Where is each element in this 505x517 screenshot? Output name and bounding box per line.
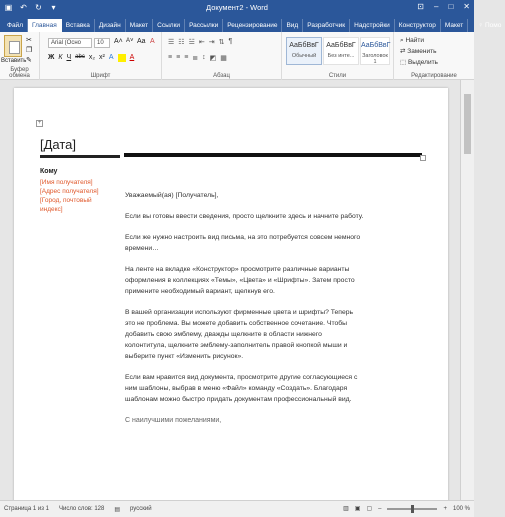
title-bar — [0, 0, 474, 16]
editing-commands — [400, 35, 438, 68]
editing-group-label: Редактирование — [411, 73, 457, 79]
lightbulb-icon: ♀ — [478, 22, 485, 29]
editing-group — [394, 32, 474, 80]
borders-icon[interactable]: ▦ — [220, 55, 227, 62]
shading-icon[interactable]: ◩ — [209, 55, 217, 62]
tell-me-search[interactable]: ♀ Помо — [478, 22, 502, 29]
recipient-city-line2[interactable]: индекс] — [40, 206, 63, 213]
closing-line[interactable]: С наилучшими пожеланиями, — [125, 417, 222, 424]
replace-icon: ⇄ — [400, 48, 408, 55]
grow-font-icon[interactable]: A˄ — [114, 38, 123, 45]
font-name-select[interactable]: Arial (Осно — [48, 38, 92, 48]
language[interactable]: русский — [130, 506, 152, 512]
show-marks-icon[interactable]: ¶ — [228, 38, 233, 45]
tab-table-design[interactable]: Конструктор — [395, 19, 441, 32]
replace-button[interactable]: ⇄ Заменить — [400, 48, 437, 55]
font-size-select[interactable]: 10 — [94, 38, 110, 48]
multilevel-list-icon[interactable]: ☱ — [188, 39, 195, 46]
paragraph-row-2 — [168, 54, 227, 62]
paste-label: Вставить — [1, 58, 27, 64]
strikethrough-button[interactable]: abc — [75, 54, 85, 60]
select-icon: ⬚ — [400, 59, 408, 66]
style-heading-1[interactable]: АаБбВвГ Заголовок 1 — [360, 37, 390, 65]
clipboard-group-label: Буфер обмена — [9, 67, 30, 79]
recipient-block[interactable] — [40, 178, 99, 214]
tab-table-layout[interactable]: Макет — [441, 19, 468, 32]
zoom-in-icon[interactable]: + — [443, 505, 447, 512]
styles-group-label: Стили — [328, 73, 347, 79]
highlight-icon[interactable] — [118, 54, 126, 62]
redo-icon[interactable]: ↻ — [35, 3, 42, 12]
format-painter-icon[interactable]: ✎ — [26, 57, 32, 64]
left-divider — [40, 155, 120, 158]
maximize-icon[interactable]: □ — [448, 2, 454, 11]
body-paragraph[interactable]: Если же нужно настроить вид письма, на это потребуется совсем немного времени… — [125, 234, 361, 252]
justify-icon[interactable]: ≣ — [192, 55, 199, 62]
copy-icon[interactable]: ❐ — [26, 47, 33, 54]
shrink-font-icon[interactable]: A˅ — [126, 38, 134, 44]
bold-button[interactable]: Ж — [48, 54, 55, 61]
print-layout-icon[interactable]: ▣ — [354, 506, 361, 512]
status-bar — [0, 500, 474, 517]
ribbon — [0, 32, 474, 80]
ribbon-options-icon[interactable]: ⊡ — [417, 2, 424, 11]
window-controls — [417, 2, 470, 11]
tab-design[interactable]: Дизайн — [95, 19, 126, 32]
body-paragraph[interactable]: На ленте на вкладке «Конструктор» просмотрите различные варианты оформления в коллекциях «Темы», «Цвета» и «Шрифты». Затем просто примените необходимый вариант, щелкнув его. — [125, 266, 355, 295]
font-group — [40, 32, 162, 80]
table-move-handle-icon[interactable]: + — [37, 120, 42, 126]
superscript-button[interactable]: x² — [99, 54, 105, 61]
vertical-scrollbar[interactable] — [460, 80, 474, 500]
web-layout-icon[interactable]: ▢ — [366, 506, 373, 512]
proofing-icon[interactable]: ▤ — [114, 507, 121, 513]
page-count[interactable]: Страница 1 из 1 — [4, 506, 49, 512]
recipient-city-line1[interactable]: [Город, почтовый — [40, 197, 92, 204]
tab-layout[interactable]: Макет — [126, 19, 153, 32]
numbering-icon[interactable]: ☷ — [178, 39, 185, 46]
zoom-out-icon[interactable]: – — [378, 505, 382, 512]
styles-group — [282, 32, 394, 80]
body-paragraph[interactable]: В вашей организации используют фирменные цвета и шрифты? Теперь это не проблема. Вы можете добавить собственное сочетание. Чтобы добавить свою эмблему, дважды щелкните в области нижнего колонтитула, щелкните эмблему-заполнитель правой кнопкой мыши и выберите пункт «Изменить рисунок». — [125, 309, 354, 360]
ribbon-tabs — [0, 16, 502, 32]
status-right — [343, 505, 470, 512]
paragraph-group — [162, 32, 282, 80]
select-button[interactable]: ⬚ Выделить — [400, 59, 438, 66]
paragraph-row-1 — [168, 38, 232, 46]
subscript-button[interactable]: x₂ — [88, 54, 96, 61]
tab-addins[interactable]: Надстройки — [350, 19, 395, 32]
date-placeholder[interactable]: [Дата] — [40, 137, 77, 152]
salutation[interactable]: Уважаемый(ая) [Получатель], — [125, 192, 219, 199]
paragraph-group-label: Абзац — [213, 73, 230, 79]
clear-formatting-icon[interactable]: A — [150, 38, 155, 45]
zoom-level[interactable]: 100 % — [452, 505, 470, 512]
read-mode-icon[interactable]: ▥ — [343, 506, 349, 512]
underline-button[interactable]: Ч — [66, 54, 72, 61]
window-title: Документ2 - Word — [206, 3, 268, 12]
zoom-slider[interactable] — [387, 508, 437, 510]
align-center-icon[interactable]: ≡ — [176, 54, 181, 61]
scrollbar-thumb[interactable] — [464, 94, 471, 154]
tab-review[interactable]: Рецензирование — [223, 19, 282, 32]
find-button[interactable]: ⌕ Найти — [400, 37, 425, 44]
letter-body[interactable] — [125, 190, 365, 436]
change-case-icon[interactable]: Aa — [137, 38, 146, 45]
line-spacing-icon[interactable]: ↕ — [202, 54, 206, 61]
save-icon[interactable]: ▣ — [4, 3, 13, 12]
font-group-label: Шрифт — [90, 73, 111, 79]
style-no-spacing[interactable]: АаБбВвГ Без инте... — [323, 37, 359, 65]
tab-insert[interactable]: Вставка — [62, 19, 95, 32]
bullets-icon[interactable]: ☰ — [168, 39, 175, 46]
minimize-icon[interactable]: – — [434, 2, 439, 11]
tab-mailings[interactable]: Рассылки — [185, 19, 223, 32]
right-divider — [124, 153, 422, 157]
customize-icon[interactable]: ▾ — [51, 3, 56, 12]
to-heading: Кому — [40, 168, 58, 175]
undo-icon[interactable]: ↶ — [20, 3, 27, 12]
cut-icon[interactable]: ✂ — [26, 37, 32, 44]
find-icon: ⌕ — [400, 37, 406, 44]
align-right-icon[interactable]: ≡ — [184, 54, 189, 61]
sort-icon[interactable]: ⇅ — [218, 39, 225, 46]
tab-developer[interactable]: Разработчик — [303, 19, 350, 32]
recipient-name[interactable]: [Имя получателя] — [40, 179, 93, 186]
font-format-row — [48, 54, 134, 62]
decrease-indent-icon[interactable]: ⇤ — [198, 39, 205, 46]
increase-indent-icon[interactable]: ⇥ — [208, 39, 215, 46]
body-paragraph[interactable]: Если вы готовы ввести сведения, просто щелкните здесь и начните работу. — [125, 213, 364, 220]
status-left — [4, 506, 152, 513]
style-normal[interactable]: АаБбВвГ Обычный — [286, 37, 322, 65]
tab-view[interactable]: Вид — [282, 19, 303, 32]
word-count[interactable]: Число слов: 128 — [58, 506, 105, 512]
paste-button[interactable] — [4, 35, 22, 57]
tab-references[interactable]: Ссылки — [153, 19, 185, 32]
body-paragraph[interactable]: Если вам нравится вид документа, просмотрите другие согласующиеся с ним шаблоны, выбрав в меню «Файл» команду «Создать». Благодаря шаблонам можно быстро придать документам профессиональный вид. — [125, 374, 358, 403]
italic-button[interactable]: К — [58, 54, 63, 61]
tab-file[interactable]: Файл — [3, 19, 28, 32]
text-effects-button[interactable]: A — [108, 54, 114, 61]
font-color-button[interactable]: A — [129, 54, 135, 61]
align-left-icon[interactable]: ≡ — [168, 54, 173, 61]
tab-home[interactable]: Главная — [28, 19, 62, 32]
recipient-address[interactable]: [Адрес получателя] — [40, 188, 99, 195]
clipboard-group — [0, 32, 40, 80]
close-icon[interactable]: ✕ — [463, 2, 470, 11]
